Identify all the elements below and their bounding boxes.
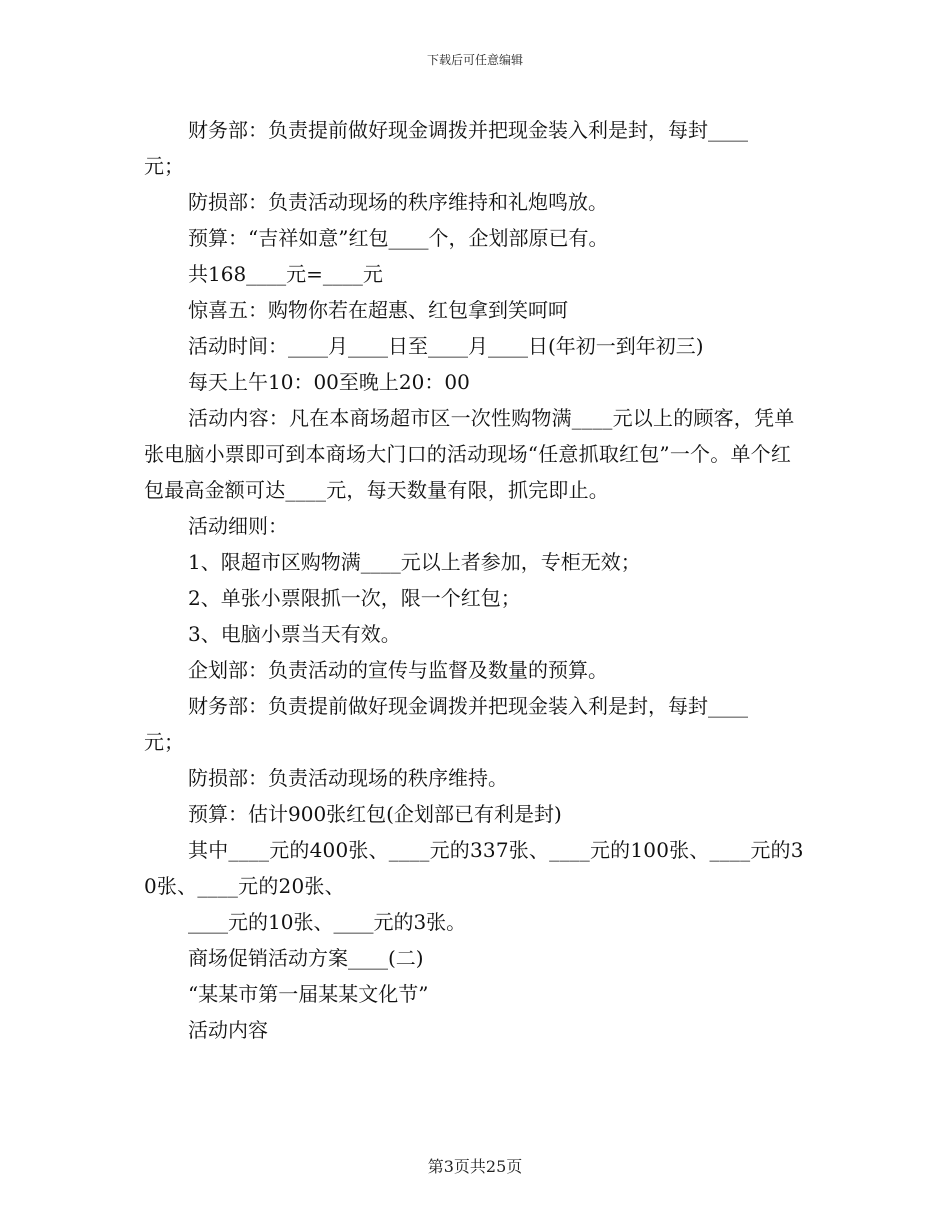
distribution-line-cont: ____元的10张、____元的3张。 [188, 910, 467, 934]
document-body [144, 112, 810, 1048]
activity-content-heading: 活动内容 [188, 1018, 268, 1042]
activity-content-paragraph: 活动内容：凡在本商场超市区一次性购物满____元以上的顾客，凭单张电脑小票即可到本商场大门口的活动现场“任意抓取红包”一个。单个红包最高金额可达____元，每天数量有限，抓完即止。 [144, 406, 795, 502]
rule-item-2: 2、单张小票限抓一次，限一个红包； [188, 586, 521, 610]
daily-hours-line: 每天上午10：00至晚上20：00 [188, 370, 470, 394]
distribution-paragraph: 其中____元的400张、____元的337张、____元的100张、____元的30张、____元的20张、 [144, 838, 804, 898]
rule-item-1: 1、限超市区购物满____元以上者参加，专柜无效； [188, 550, 641, 574]
finance-dept-line-2-cont: 元； [144, 730, 184, 754]
budget-line: 预算：“吉祥如意”红包____个，企划部原已有。 [188, 226, 609, 250]
total-line: 共168____元=____元 [188, 262, 383, 286]
finance-dept-line-2: 财务部：负责提前做好现金调拨并把现金装入利是封，每封____ [188, 694, 748, 718]
page-header: 下载后可任意编辑 [426, 53, 523, 67]
plan-two-heading: 商场促销活动方案____(二) [188, 946, 424, 970]
finance-dept-line-cont: 元； [144, 154, 184, 178]
festival-title: “某某市第一届某某文化节” [188, 982, 429, 1006]
rule-item-3: 3、电脑小票当天有效。 [188, 622, 401, 646]
page-footer: 第3页共25页 [427, 1157, 523, 1176]
loss-prevention-line-2: 防损部：负责活动现场的秩序维持。 [188, 766, 508, 790]
activity-time-line: 活动时间：____月____日至____月____日(年初一到年初三) [188, 334, 704, 358]
finance-dept-line: 财务部：负责提前做好现金调拨并把现金装入利是封，每封____ [188, 118, 748, 142]
rules-heading: 活动细则： [188, 514, 288, 538]
surprise-five-heading: 惊喜五：购物你若在超惠、红包拿到笑呵呵 [188, 298, 568, 322]
budget-estimate-line: 预算：估计900张红包(企划部已有利是封) [188, 802, 562, 826]
planning-dept-line: 企划部：负责活动的宣传与监督及数量的预算。 [188, 658, 608, 682]
loss-prevention-line: 防损部：负责活动现场的秩序维持和礼炮鸣放。 [188, 190, 608, 214]
